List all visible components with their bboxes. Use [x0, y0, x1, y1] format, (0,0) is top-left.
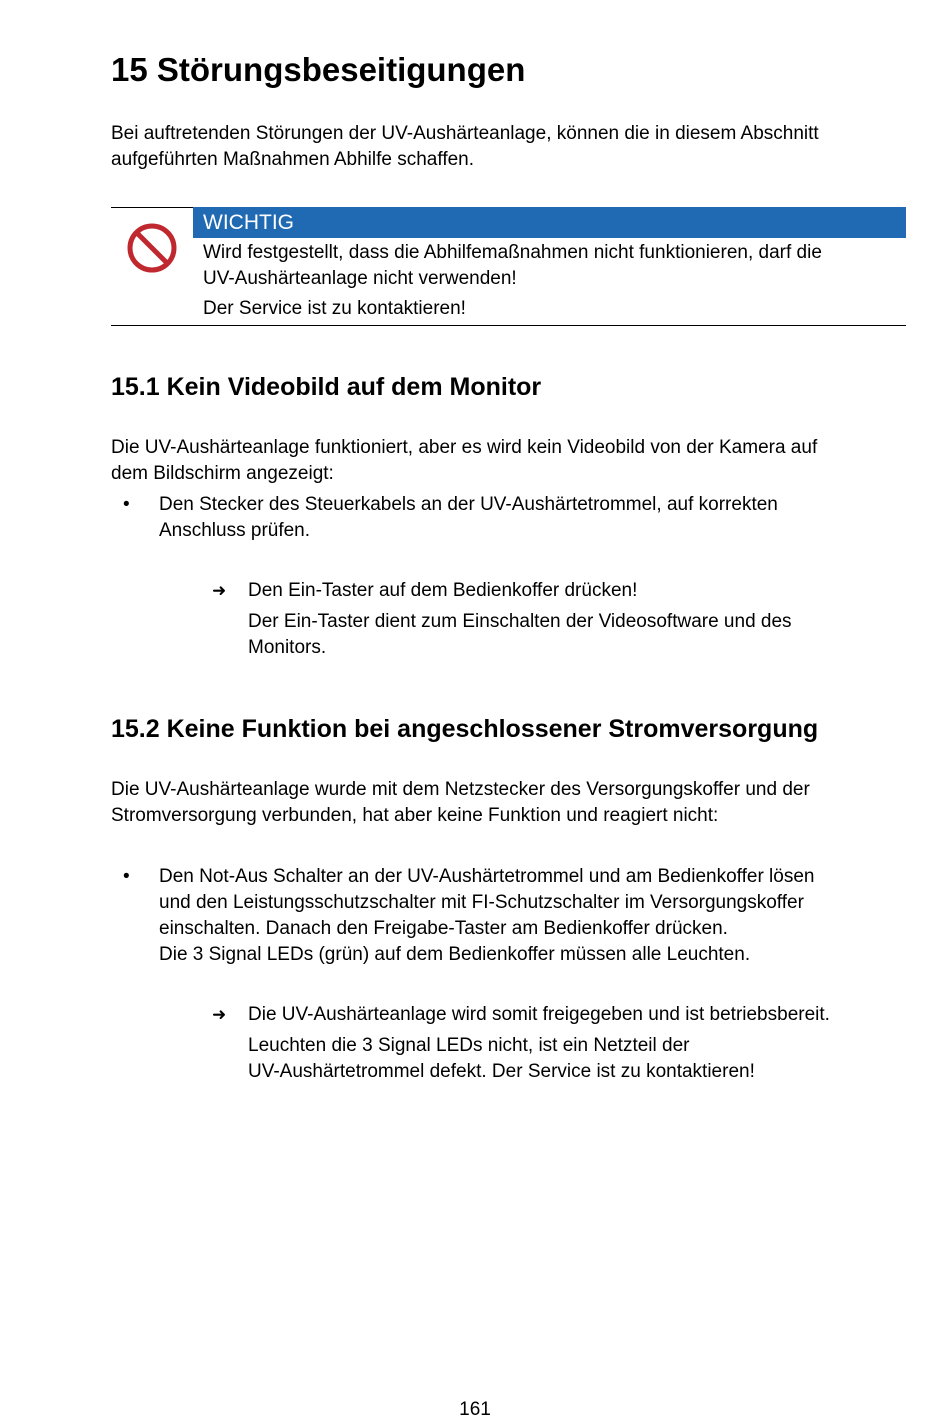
list-item-line: Die 3 Signal LEDs (grün) auf dem Bedienkoffer müssen alle Leuchten.	[159, 944, 751, 965]
chapter-intro	[111, 121, 911, 173]
list-item-line: einschalten. Danach den Freigabe-Taster am Bedienkoffer drücken.	[159, 918, 728, 939]
chapter-intro-line: Bei auftretenden Störungen der UV-Aushärteanlage, können die in diesem Abschnitt	[111, 123, 819, 144]
warning-title: WICHTIG	[203, 211, 294, 234]
section-intro-line: Stromversorgung verbunden, hat aber keine Funktion und reagiert nicht:	[111, 805, 719, 826]
result-action: Die UV-Aushärteanlage wird somit freigegeben und ist betriebsbereit.	[248, 1004, 830, 1025]
section-intro	[111, 435, 911, 487]
result-note-line: Leuchten die 3 Signal LEDs nicht, ist ein Netzteil der	[248, 1035, 690, 1056]
prohibition-icon	[126, 222, 178, 274]
result-block	[212, 1002, 912, 1085]
bullet-icon: •	[123, 866, 130, 887]
section-intro-line: dem Bildschirm angezeigt:	[111, 463, 334, 484]
list-item-line: Anschluss prüfen.	[159, 520, 311, 541]
list-item-line: Den Not-Aus Schalter an der UV-Aushärtetrommel und am Bedienkoffer lösen	[159, 866, 815, 887]
section-title: 15.2 Keine Funktion bei angeschlossener Stromversorgung	[111, 715, 819, 743]
section-intro-line: Die UV-Aushärteanlage funktioniert, aber es wird kein Videobild von der Kamera auf	[111, 437, 818, 458]
arrow-right-icon: ➜	[212, 581, 227, 600]
list-item	[111, 864, 911, 968]
result-action: Den Ein-Taster auf dem Bedienkoffer drücken!	[248, 580, 638, 601]
result-note-line: UV-Aushärtetrommel defekt. Der Service ist zu kontaktieren!	[248, 1061, 755, 1082]
list-item-line: und den Leistungsschutzschalter mit FI-Schutzschalter im Versorgungskoffer	[159, 892, 804, 913]
warning-line: UV-Aushärteanlage nicht verwenden!	[203, 268, 517, 289]
result-note-line: Monitors.	[248, 637, 327, 658]
arrow-right-icon: ➜	[212, 1005, 227, 1024]
warning-top-rule	[111, 207, 193, 208]
result-block	[212, 578, 912, 661]
bullet-icon: •	[123, 494, 130, 515]
warning-body	[203, 240, 903, 322]
warning-header	[193, 207, 906, 238]
list-item-line: Den Stecker des Steuerkabels an der UV-Aushärtetrommel, auf korrekten	[159, 494, 778, 515]
result-note-line: Der Ein-Taster dient zum Einschalten der Videosoftware und des	[248, 611, 792, 632]
section-intro-line: Die UV-Aushärteanlage wurde mit dem Netzstecker des Versorgungskoffer und der	[111, 779, 810, 800]
warning-line: Wird festgestellt, dass die Abhilfemaßnahmen nicht funktionieren, darf die	[203, 242, 822, 263]
page-number: 161	[459, 1399, 491, 1420]
warning-bottom-rule	[111, 325, 906, 326]
chapter-intro-line: aufgeführten Maßnahmen Abhilfe schaffen.	[111, 149, 475, 170]
list-item	[111, 492, 911, 544]
section-title: 15.1 Kein Videobild auf dem Monitor	[111, 373, 542, 401]
section-intro	[111, 777, 911, 829]
warning-line: Der Service ist zu kontaktieren!	[203, 298, 466, 319]
chapter-title: 15 Störungsbeseitigungen	[111, 51, 526, 88]
